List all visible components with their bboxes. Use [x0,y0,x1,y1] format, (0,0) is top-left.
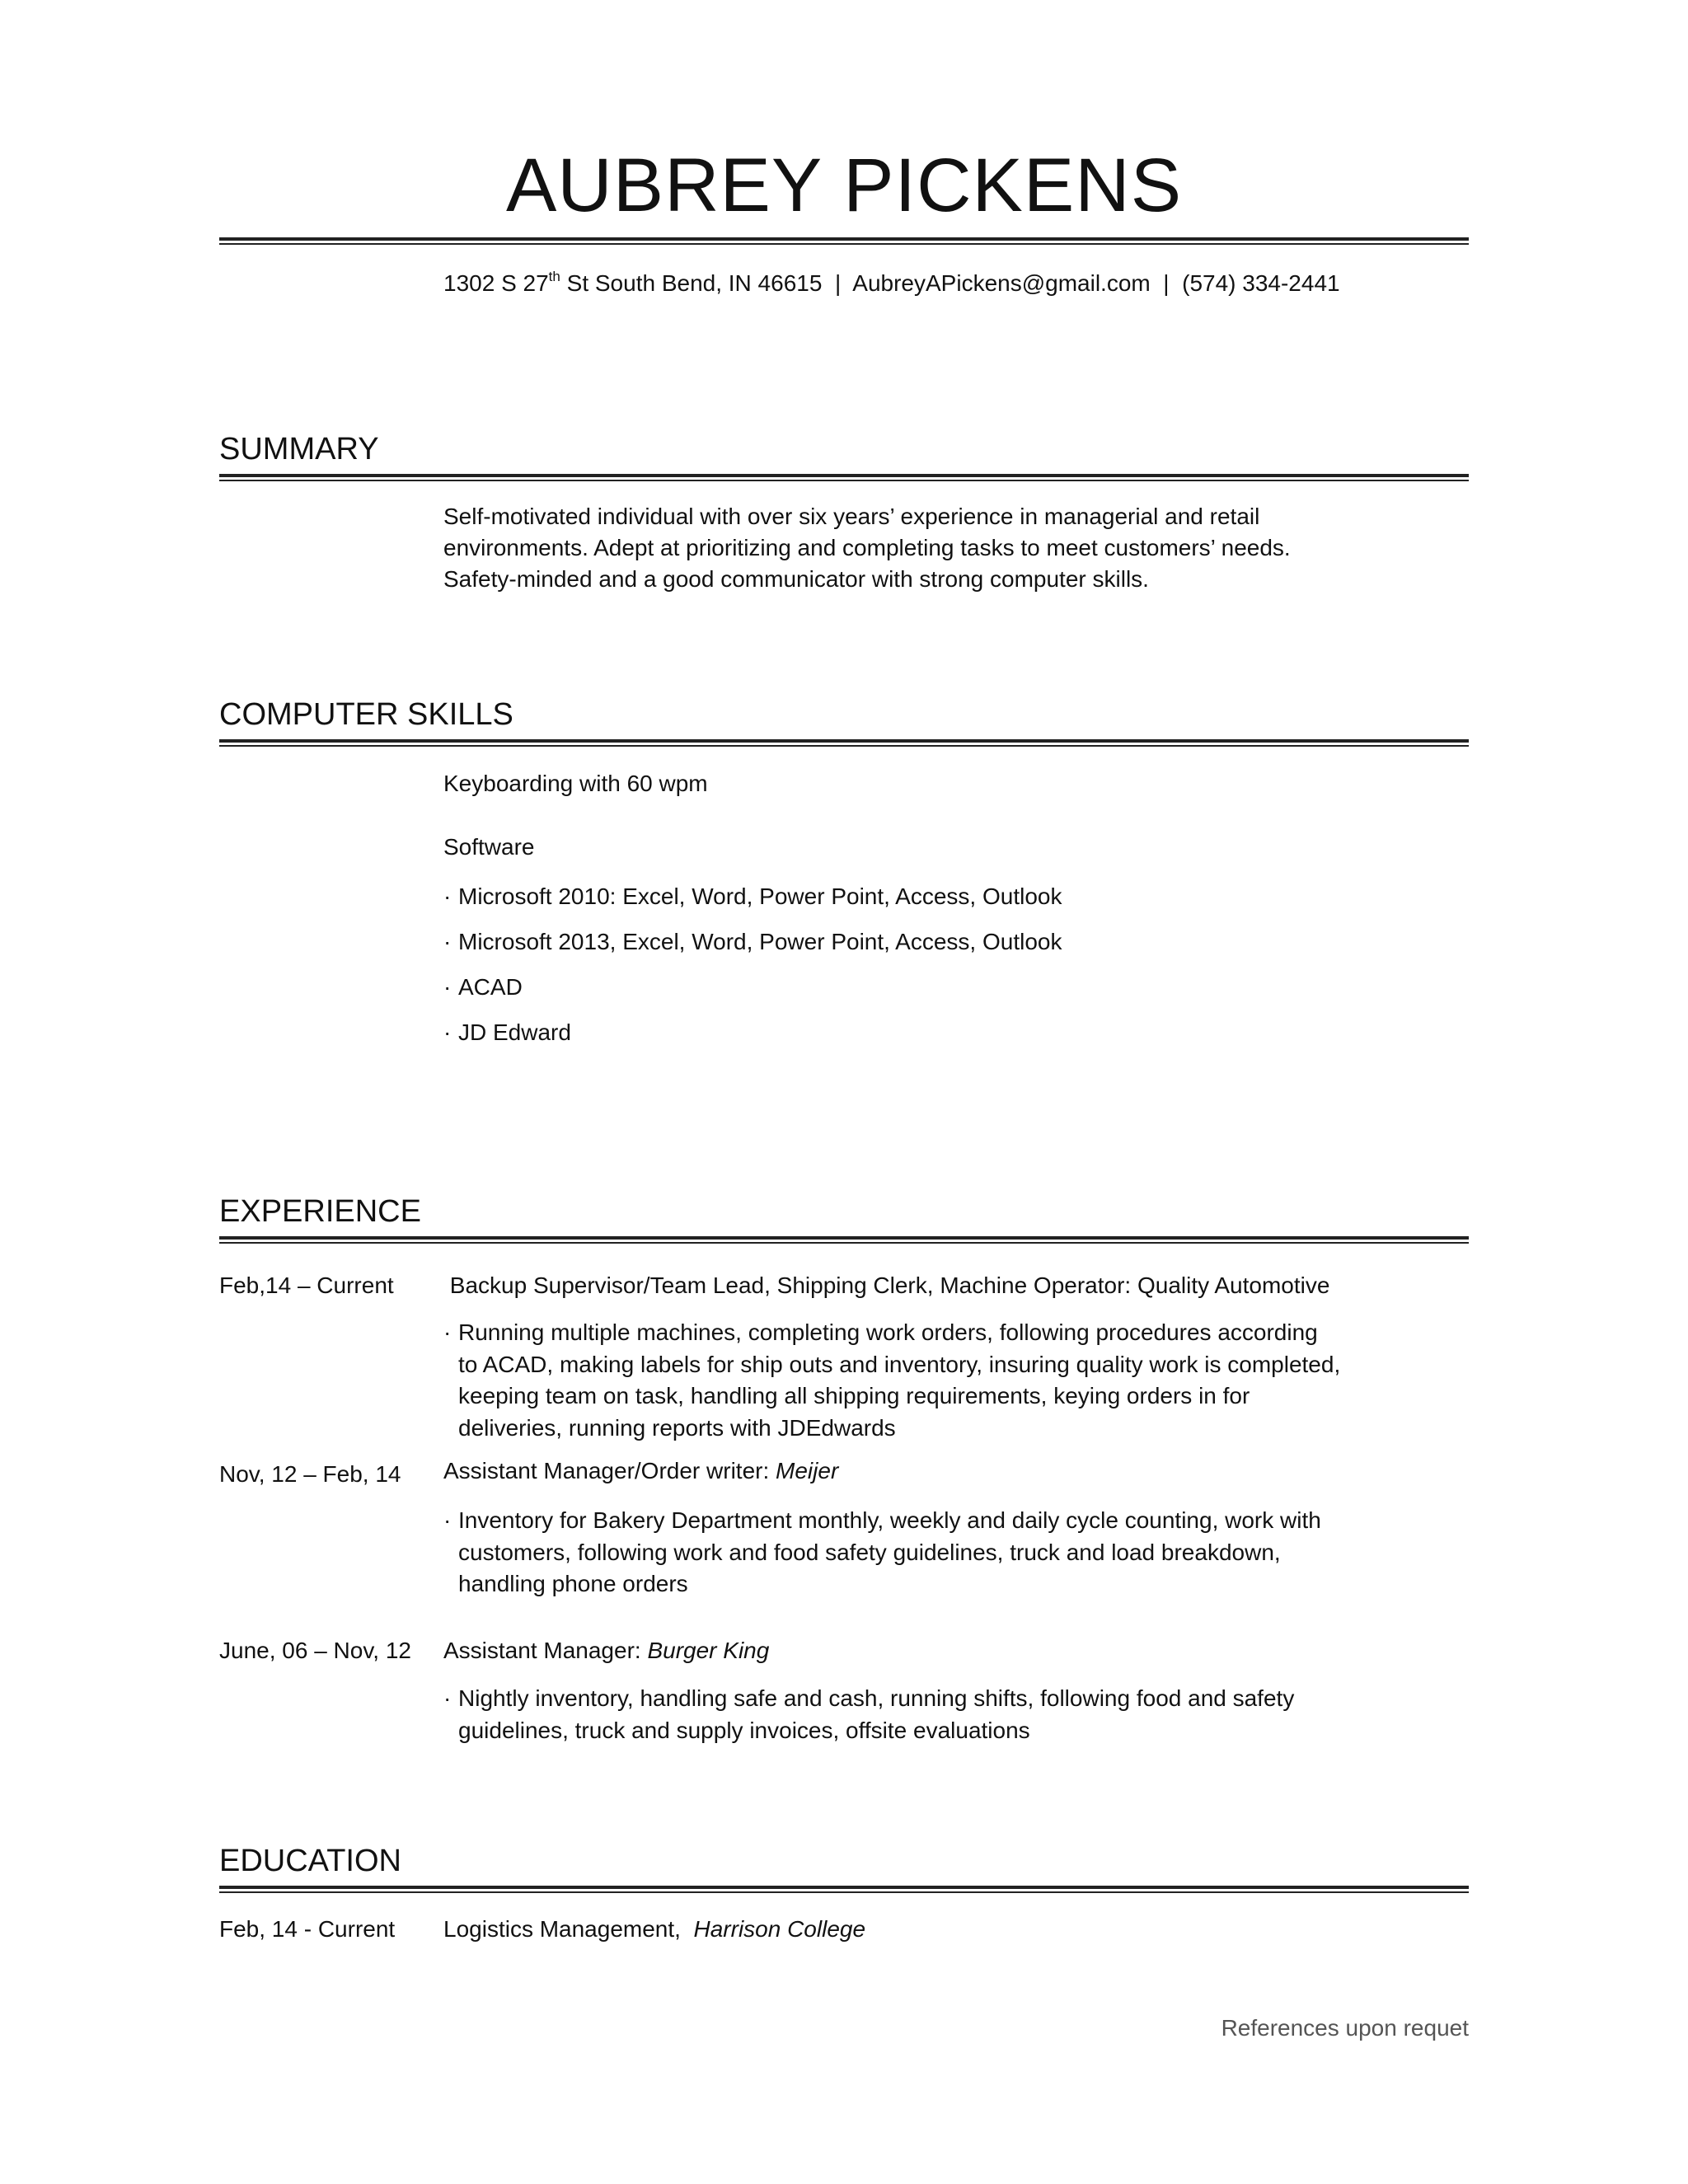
job-dates: June, 06 – Nov, 12 [219,1638,411,1663]
contact-separator: | [822,270,853,296]
address-ordinal: th [548,269,560,284]
contact-line [443,269,1340,298]
job-dates: Nov, 12 – Feb, 14 [219,1461,401,1487]
software-item [443,1017,1416,1048]
job-title [443,1270,1329,1301]
job-position: Backup Supervisor/Team Lead, Shipping Clerk, Machine Operator: [443,1272,1137,1298]
bullet-icon: · [443,1019,452,1045]
bullet-icon: · [443,929,452,954]
keyboarding-skill: Keyboarding with 60 wpm [443,771,708,796]
bullet-icon: · [443,883,452,909]
software-item-label: ACAD [458,974,523,1000]
summary-line: environments. Adept at prioritizing and completing tasks to meet customers’ needs. [443,535,1291,560]
bullet-icon: · [443,1507,452,1533]
bullet-icon: · [443,1319,452,1345]
job-description-line: handling phone orders [458,1571,688,1596]
education-program: Logistics Management, [443,1916,694,1942]
computer-skills-divider [219,739,1469,747]
summary-heading: SUMMARY [219,432,379,466]
job-description-line: keeping team on task, handling all shipping requirements, keying orders in for [458,1383,1250,1408]
software-label: Software [443,834,535,860]
summary-divider [219,474,1469,481]
header-divider [219,237,1469,245]
address-city: St South Bend, IN 46615 [560,270,823,296]
job-description-line: customers, following work and food safety guidelines, truck and load breakdown, [458,1539,1281,1565]
applicant-name: AUBREY PICKENS [505,143,1183,227]
bullet-icon: · [443,974,452,1000]
job-dates: Feb,14 – Current [219,1272,394,1298]
phone-number: (574) 334-2441 [1182,270,1340,296]
job-description [443,1505,1408,1601]
education-heading: EDUCATION [219,1844,401,1878]
software-item-label: Microsoft 2010: Excel, Word, Power Point, Access, Outlook [458,883,1062,909]
job-description-line: deliveries, running reports with JDEdwards [458,1414,896,1441]
software-item-label: Microsoft 2013, Excel, Word, Power Point, Access, Outlook [458,929,1062,954]
job-employer: Meijer [776,1458,839,1483]
software-item [443,881,1416,912]
job-description-line: Nightly inventory, handling safe and cash, running shifts, following food and safety [458,1685,1295,1711]
software-item [443,972,1416,1003]
job-position: Assistant Manager/Order writer: [443,1458,776,1483]
contact-separator: | [1150,270,1183,296]
education-divider [219,1886,1469,1893]
summary-line: Self-motivated individual with over six years’ experience in managerial and retail [443,504,1260,529]
address-street: 1302 S 27 [443,270,549,296]
software-item [443,926,1416,958]
job-position: Assistant Manager: [443,1638,648,1663]
bullet-icon: · [443,1685,452,1711]
experience-divider [219,1236,1469,1244]
job-title [443,1455,838,1487]
education-school: Harrison College [693,1916,866,1942]
job-description-line: to ACAD, making labels for ship outs and inventory, insuring quality work is completed, [458,1351,1341,1377]
job-description-line: Running multiple machines, completing work orders, following procedures according [458,1319,1318,1345]
summary-line: Safety-minded and a good communicator with strong computer skills. [443,566,1149,592]
education-dates: Feb, 14 - Current [219,1916,396,1942]
job-title [443,1635,769,1666]
computer-skills-heading: COMPUTER SKILLS [219,697,513,732]
job-description [443,1317,1408,1444]
email-address: AubreyAPickens@gmail.com [852,270,1151,296]
experience-heading: EXPERIENCE [219,1194,421,1229]
education-entry [443,1914,865,1945]
references-note: References upon requet [1221,2015,1469,2041]
software-item-label: JD Edward [458,1019,571,1045]
job-description-line: guidelines, truck and supply invoices, offsite evaluations [458,1717,1030,1743]
job-description-line: Inventory for Bakery Department monthly, weekly and daily cycle counting, work with [458,1507,1321,1533]
job-employer: Quality Automotive [1137,1272,1330,1298]
job-description [443,1683,1408,1746]
job-employer: Burger King [647,1638,770,1663]
